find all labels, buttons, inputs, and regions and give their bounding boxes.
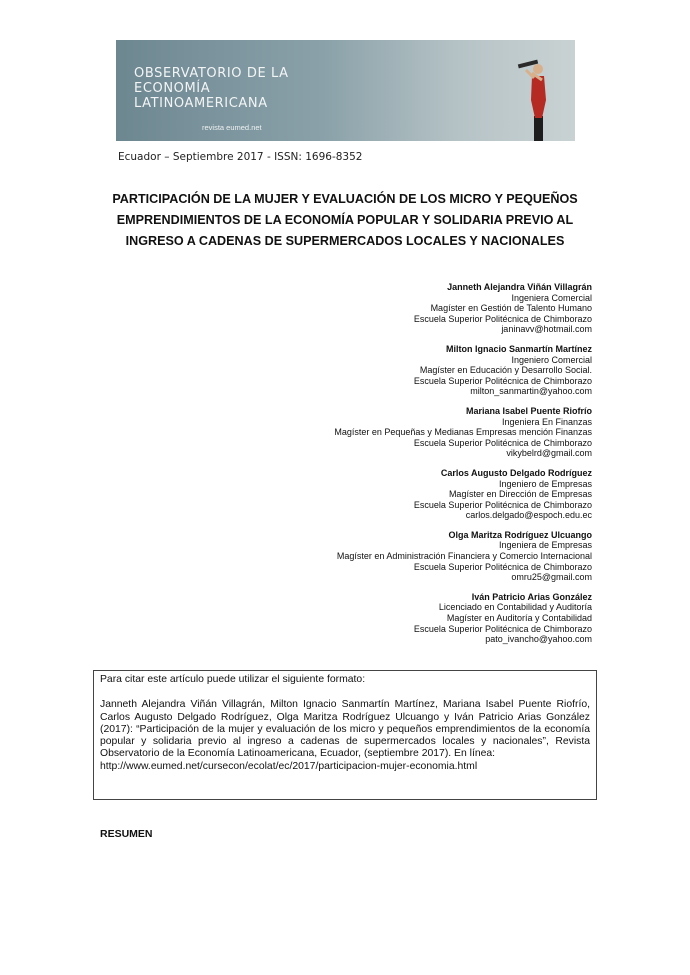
title-line: EMPRENDIMIENTOS DE LA ECONOMÍA POPULAR Y SOLIDARIA PREVIO AL [116, 213, 574, 227]
author-name: Mariana Isabel Puente Riofrío [465, 405, 592, 416]
author-degree: Ingeniera de Empresas [498, 540, 592, 551]
title-line: INGRESO A CADENAS DE SUPERMERCADOS LOCALES Y NACIONALES [125, 234, 565, 248]
author-institution: Escuela Superior Politécnica de Chimborazo [413, 499, 592, 510]
journal-name-line3: LATINOAMERICANA [134, 96, 268, 111]
author-email[interactable]: pato_ivancho@yahoo.com [485, 634, 592, 645]
author-institution: Escuela Superior Politécnica de Chimborazo [413, 437, 592, 448]
journal-banner [116, 40, 575, 141]
title-line: PARTICIPACIÓN DE LA MUJER Y EVALUACIÓN DE LOS MICRO Y PEQUEÑOS [112, 192, 578, 206]
author-masters: Magíster en Educación y Desarrollo Social. [419, 365, 592, 376]
journal-name-line2: ECONOMÍA [134, 81, 211, 96]
author-degree: Licenciado en Contabilidad y Auditoría [438, 602, 592, 613]
author-name: Iván Patricio Arias González [471, 591, 592, 602]
author-name: Janneth Alejandra Viñán Villagrán [447, 282, 592, 292]
author-email[interactable]: janinavv@hotmail.com [501, 324, 592, 335]
issue-info: Ecuador – Septiembre 2017 - ISSN: 1696-8352 [118, 151, 363, 163]
author-block [334, 282, 592, 335]
author-name: Carlos Augusto Delgado Rodríguez [440, 467, 592, 478]
journal-name-line1: OBSERVATORIO DE LA [134, 66, 289, 81]
abstract-heading: RESUMEN [100, 828, 153, 840]
citation-url-link[interactable]: http://www.eumed.net/cursecon/ecolat/ec/2017/participacion-mujer-economia.html [100, 760, 478, 772]
author-block [334, 344, 592, 397]
author-masters: Magíster en Auditoría y Contabilidad [446, 613, 592, 624]
paper-title [96, 189, 594, 252]
author-masters: Magíster en Dirección de Empresas [448, 489, 592, 500]
author-block [334, 406, 592, 459]
author-list [334, 282, 592, 654]
author-block [334, 592, 592, 645]
author-masters: Magíster en Pequeñas y Medianas Empresas mención Finanzas [334, 427, 592, 438]
citation-box [93, 670, 597, 800]
citation-heading: Para citar este artículo puede utilizar el siguiente formato: [100, 674, 366, 685]
author-email[interactable]: vikybelrd@gmail.com [506, 448, 592, 459]
citation-text: Janneth Alejandra Viñán Villagrán, Milton Ignacio Sanmartín Martínez, Mariana Isabel Puente Riofrío, Carlos Augusto Delgado Rodríguez, Olga Maritza Rodríguez Ulcuango y Iván Patricio Arias González (2017): “Participación de la mujer y evaluación de los micro y pequeños emprendimientos de la economía popular y solidaria previo al ingreso a cadenas de supermercados locales y nacionales”, Revista Observatorio de la Economía Latinoamericana, Ecuador, (septiembre 2017). En línea: [100, 699, 590, 760]
author-institution: Escuela Superior Politécnica de Chimborazo [413, 561, 592, 572]
author-name: Milton Ignacio Sanmartín Martínez [445, 343, 592, 354]
author-institution: Escuela Superior Politécnica de Chimborazo [413, 313, 592, 324]
author-block [334, 530, 592, 583]
author-masters: Magíster en Gestión de Talento Humano [430, 303, 592, 314]
author-email[interactable]: carlos.delgado@espoch.edu.ec [465, 510, 592, 521]
author-degree: Ingeniera En Finanzas [501, 416, 592, 427]
author-degree: Ingeniera Comercial [511, 292, 592, 303]
author-degree: Ingeniero Comercial [511, 354, 592, 365]
author-block [334, 468, 592, 521]
author-email[interactable]: omru25@gmail.com [511, 572, 592, 583]
author-masters: Magíster en Administración Financiera y Comercio Internacional [336, 551, 592, 562]
author-degree: Ingeniero de Empresas [498, 478, 592, 489]
statue-illustration-icon [496, 40, 575, 141]
author-email[interactable]: milton_sanmartin@yahoo.com [470, 386, 592, 397]
author-name: Olga Maritza Rodríguez Ulcuango [448, 529, 592, 540]
author-institution: Escuela Superior Politécnica de Chimborazo [413, 623, 592, 634]
author-institution: Escuela Superior Politécnica de Chimborazo [413, 375, 592, 386]
journal-subtitle: revista eumed.net [202, 123, 262, 132]
